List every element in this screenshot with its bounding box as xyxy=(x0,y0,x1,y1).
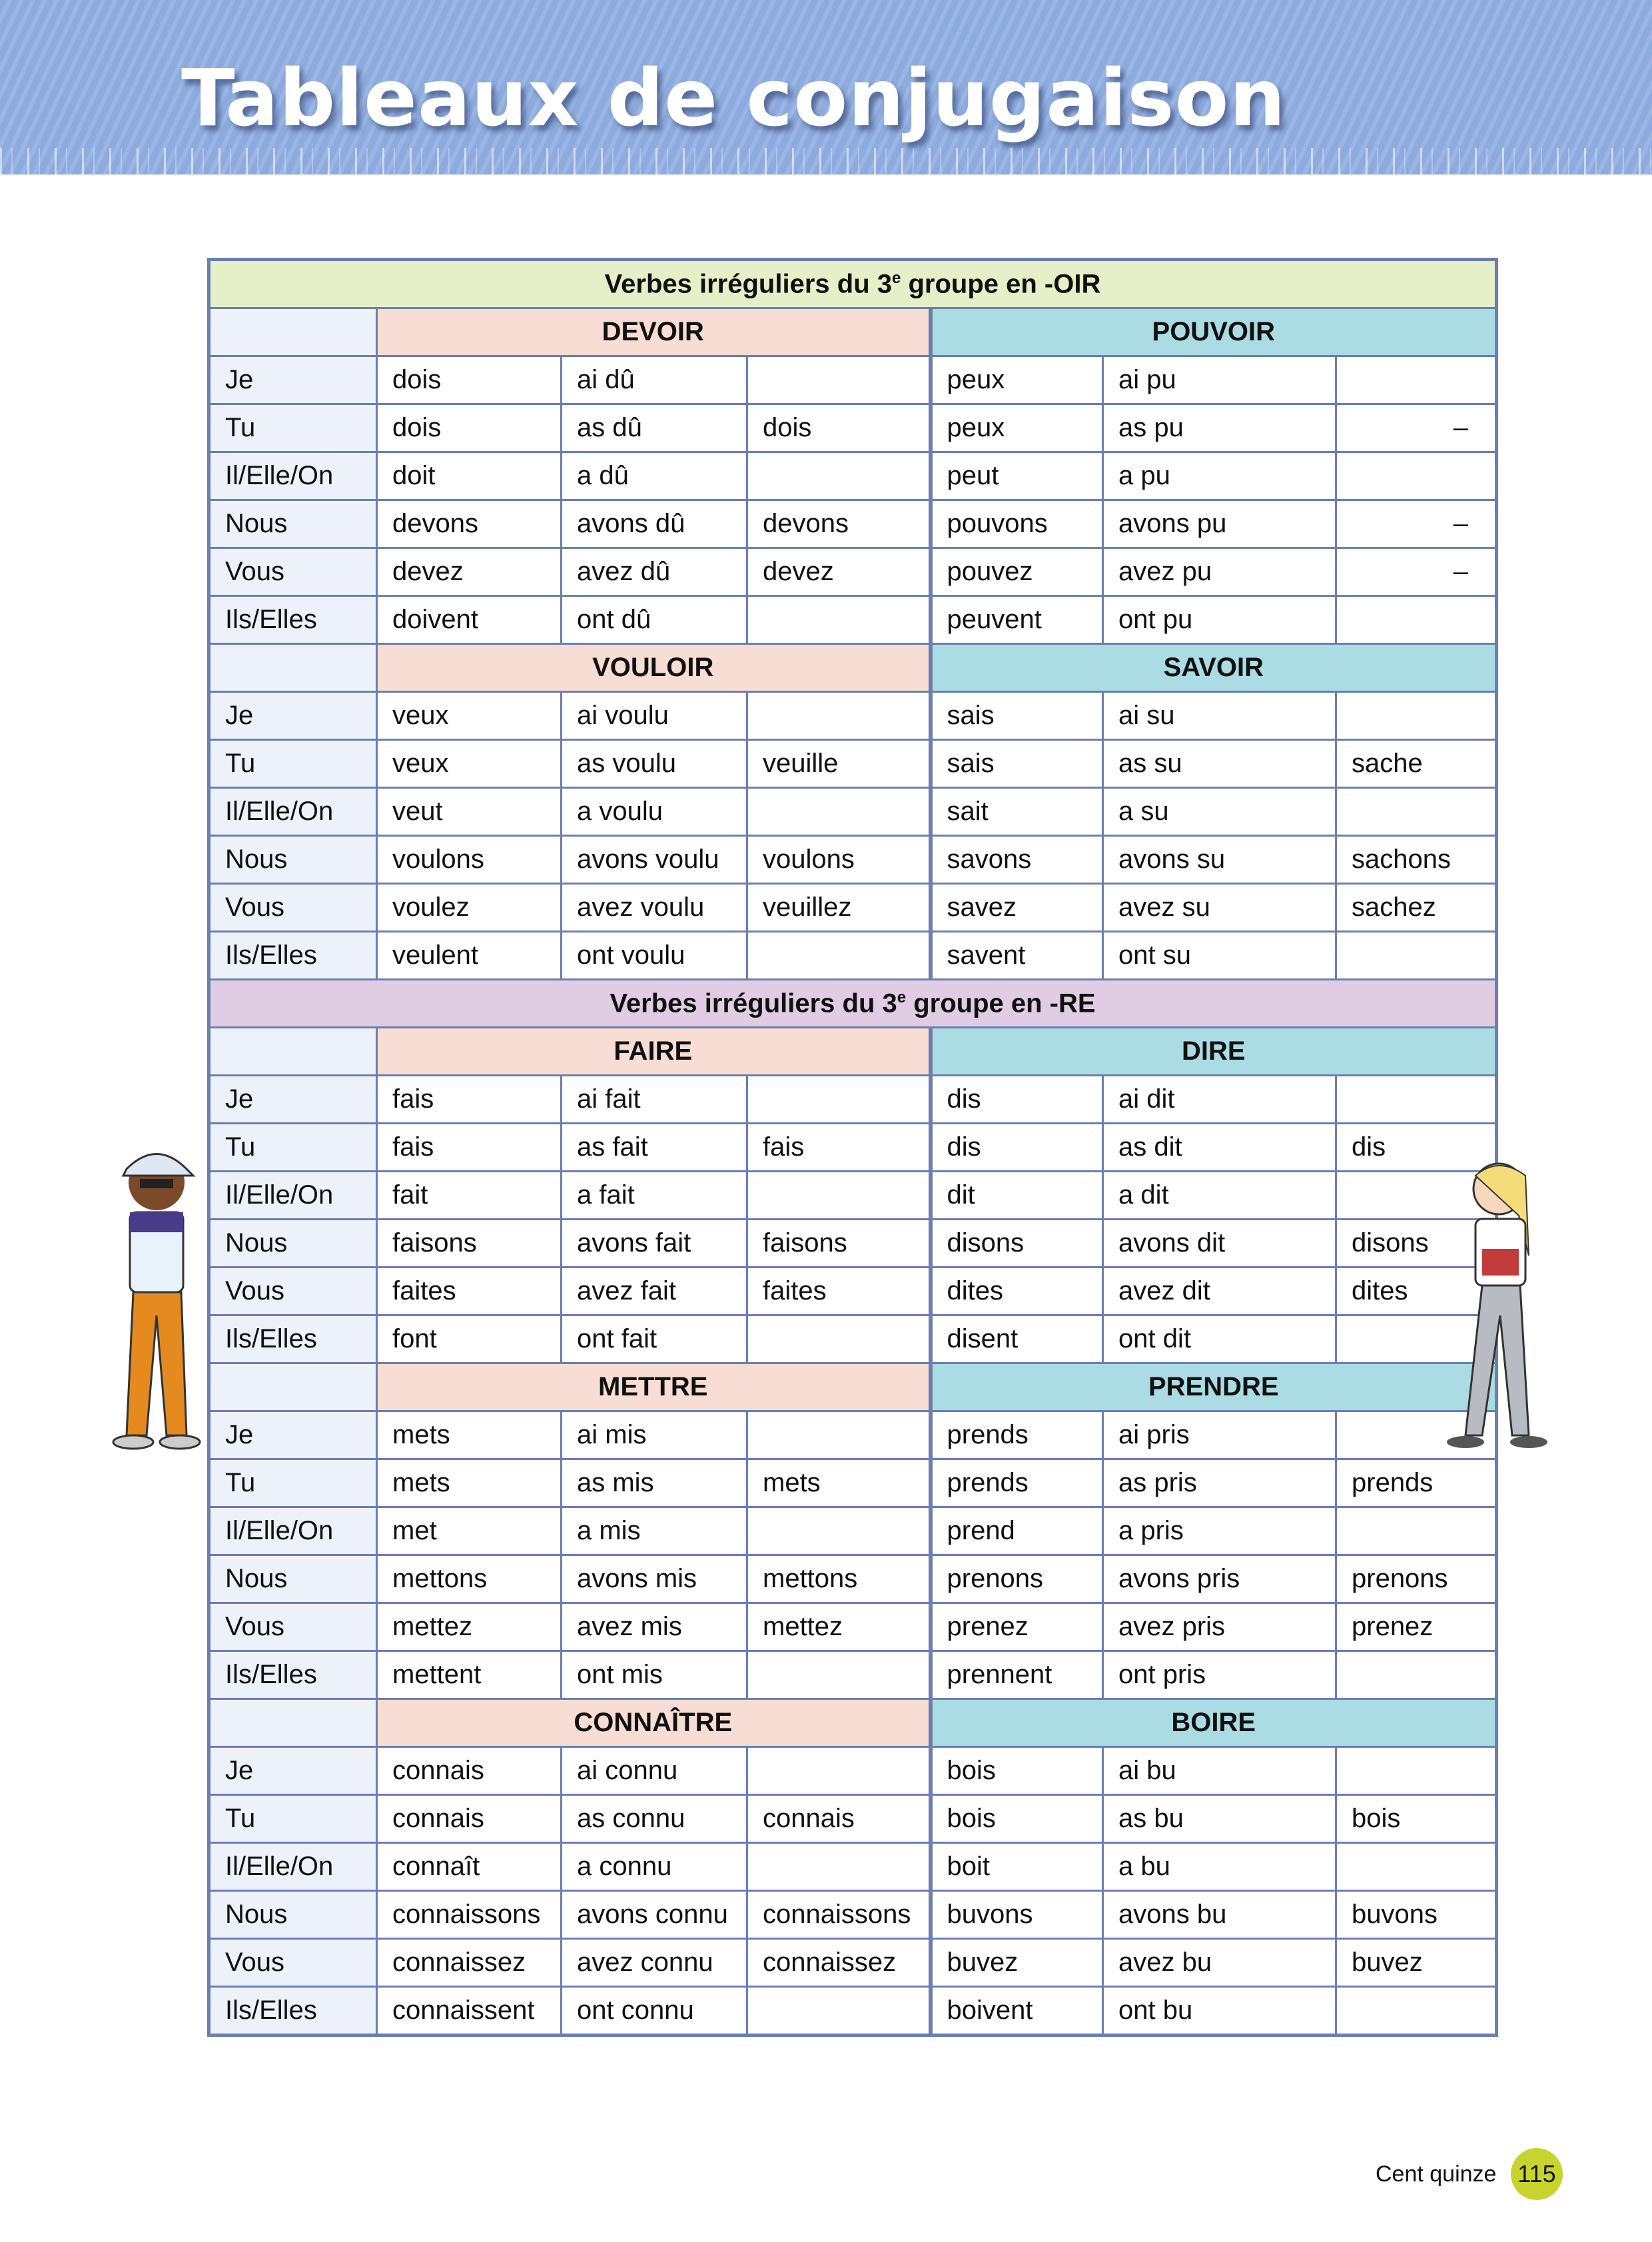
right-passe-compose-cell: ont bu xyxy=(1103,1987,1336,2036)
right-present-cell: boit xyxy=(931,1843,1103,1891)
left-imperatif-cell: mets xyxy=(747,1459,931,1507)
pronoun-cell: Il/Elle/On xyxy=(209,788,377,836)
pronoun-cell: Je xyxy=(209,1076,377,1124)
right-passe-compose-cell: avez su xyxy=(1103,884,1336,932)
left-passe-compose-cell: as connu xyxy=(562,1795,747,1843)
right-imperatif-cell xyxy=(1336,932,1497,980)
right-present-cell: peuvent xyxy=(931,596,1103,644)
left-present-cell: devons xyxy=(377,500,562,548)
left-passe-compose-cell: ai voulu xyxy=(562,692,747,740)
right-imperatif-cell xyxy=(1336,788,1497,836)
conjugation-row xyxy=(209,1795,1497,1843)
left-passe-compose-cell: a fait xyxy=(562,1172,747,1220)
right-present-cell: dis xyxy=(931,1124,1103,1172)
pronoun-header-blank xyxy=(209,1028,377,1076)
right-passe-compose-cell: ai dit xyxy=(1103,1076,1336,1124)
right-passe-compose-cell: ai pu xyxy=(1103,356,1336,404)
left-imperatif-cell xyxy=(747,596,931,644)
left-present-cell: connaissons xyxy=(377,1891,562,1939)
section-title xyxy=(209,980,1497,1028)
left-passe-compose-cell: ont fait xyxy=(562,1315,747,1363)
left-passe-compose-cell: ai dû xyxy=(562,356,747,404)
verb-name-right: SAVOIR xyxy=(931,644,1497,692)
verb-name-right: DIRE xyxy=(931,1028,1497,1076)
right-present-cell: sais xyxy=(931,740,1103,788)
right-passe-compose-cell: ont dit xyxy=(1103,1315,1336,1363)
left-imperatif-cell: devez xyxy=(747,548,931,596)
left-passe-compose-cell: avez fait xyxy=(562,1268,747,1315)
right-imperatif-cell: – xyxy=(1336,548,1497,596)
verb-name-left: FAIRE xyxy=(377,1028,931,1076)
left-imperatif-cell xyxy=(747,1411,931,1459)
left-imperatif-cell xyxy=(747,1843,931,1891)
section-title-text: Verbes irréguliers du 3 xyxy=(604,269,892,299)
pronoun-cell: Il/Elle/On xyxy=(209,1843,377,1891)
left-imperatif-cell xyxy=(747,1747,931,1795)
pronoun-cell: Ils/Elles xyxy=(209,596,377,644)
conjugation-row xyxy=(209,1315,1497,1363)
left-present-cell: faites xyxy=(377,1268,562,1315)
right-imperatif-cell xyxy=(1336,1651,1497,1699)
left-passe-compose-cell: as voulu xyxy=(562,740,747,788)
left-imperatif-cell: veuille xyxy=(747,740,931,788)
pronoun-cell: Ils/Elles xyxy=(209,932,377,980)
left-present-cell: mettons xyxy=(377,1555,562,1603)
conjugation-row xyxy=(209,1076,1497,1124)
left-imperatif-cell xyxy=(747,1987,931,2036)
left-present-cell: voulez xyxy=(377,884,562,932)
section-title-row xyxy=(209,980,1497,1028)
right-passe-compose-cell: avons bu xyxy=(1103,1891,1336,1939)
right-imperatif-cell: buvons xyxy=(1336,1891,1497,1939)
conjugation-row xyxy=(209,1939,1497,1987)
conjugation-row xyxy=(209,932,1497,980)
pronoun-cell: Je xyxy=(209,356,377,404)
left-passe-compose-cell: avez connu xyxy=(562,1939,747,1987)
left-passe-compose-cell: ont mis xyxy=(562,1651,747,1699)
left-present-cell: doit xyxy=(377,452,562,500)
conjugation-row xyxy=(209,836,1497,884)
left-present-cell: connais xyxy=(377,1795,562,1843)
right-passe-compose-cell: as pris xyxy=(1103,1459,1336,1507)
verb-name-left: CONNAÎTRE xyxy=(377,1699,931,1747)
left-imperatif-cell: connaissez xyxy=(747,1939,931,1987)
left-passe-compose-cell: ai mis xyxy=(562,1411,747,1459)
section-title-superscript: e xyxy=(897,988,907,1006)
left-imperatif-cell xyxy=(747,1315,931,1363)
conjugation-row xyxy=(209,740,1497,788)
right-passe-compose-cell: ai bu xyxy=(1103,1747,1336,1795)
left-present-cell: voulons xyxy=(377,836,562,884)
boy-illustration xyxy=(93,1142,220,1462)
right-present-cell: peux xyxy=(931,356,1103,404)
left-passe-compose-cell: avons dû xyxy=(562,500,747,548)
conjugation-row xyxy=(209,788,1497,836)
pronoun-cell: Tu xyxy=(209,404,377,452)
right-passe-compose-cell: a bu xyxy=(1103,1843,1336,1891)
pronoun-header-blank xyxy=(209,1363,377,1411)
left-imperatif-cell: faisons xyxy=(747,1220,931,1268)
left-present-cell: font xyxy=(377,1315,562,1363)
left-passe-compose-cell: as dû xyxy=(562,404,747,452)
right-imperatif-cell: prenez xyxy=(1336,1603,1497,1651)
right-present-cell: bois xyxy=(931,1747,1103,1795)
conjugation-row xyxy=(209,596,1497,644)
left-imperatif-cell xyxy=(747,452,931,500)
right-present-cell: peux xyxy=(931,404,1103,452)
conjugation-row xyxy=(209,1268,1497,1315)
section-title-superscript: e xyxy=(891,268,901,287)
left-present-cell: connaissez xyxy=(377,1939,562,1987)
verb-header-row xyxy=(209,308,1497,356)
right-present-cell: bois xyxy=(931,1795,1103,1843)
pronoun-cell: Nous xyxy=(209,1891,377,1939)
conjugation-row xyxy=(209,1411,1497,1459)
section-title-suffix: groupe en -RE xyxy=(906,988,1096,1018)
left-imperatif-cell: fais xyxy=(747,1124,931,1172)
right-passe-compose-cell: avons pris xyxy=(1103,1555,1336,1603)
left-present-cell: mets xyxy=(377,1459,562,1507)
right-passe-compose-cell: ont pu xyxy=(1103,596,1336,644)
left-present-cell: mettent xyxy=(377,1651,562,1699)
left-passe-compose-cell: avez mis xyxy=(562,1603,747,1651)
right-imperatif-cell: prenons xyxy=(1336,1555,1497,1603)
conjugation-row xyxy=(209,1220,1497,1268)
left-passe-compose-cell: ont dû xyxy=(562,596,747,644)
page-number-words: Cent quinze xyxy=(1376,2161,1497,2187)
right-imperatif-cell xyxy=(1336,596,1497,644)
conjugation-row xyxy=(209,1843,1497,1891)
left-imperatif-cell: mettons xyxy=(747,1555,931,1603)
left-present-cell: veulent xyxy=(377,932,562,980)
left-imperatif-cell: dois xyxy=(747,404,931,452)
left-present-cell: fais xyxy=(377,1076,562,1124)
verb-header-row xyxy=(209,1699,1497,1747)
right-passe-compose-cell: as bu xyxy=(1103,1795,1336,1843)
pronoun-cell: Tu xyxy=(209,1459,377,1507)
right-present-cell: disent xyxy=(931,1315,1103,1363)
pronoun-cell: Vous xyxy=(209,1268,377,1315)
right-imperatif-cell: – xyxy=(1336,404,1497,452)
pronoun-cell: Vous xyxy=(209,548,377,596)
left-imperatif-cell xyxy=(747,1076,931,1124)
right-passe-compose-cell: a dit xyxy=(1103,1172,1336,1220)
verb-name-right: POUVOIR xyxy=(931,308,1497,356)
pronoun-header-blank xyxy=(209,644,377,692)
verb-header-row xyxy=(209,1363,1497,1411)
left-imperatif-cell xyxy=(747,1172,931,1220)
conjugation-row xyxy=(209,1747,1497,1795)
right-present-cell: prennent xyxy=(931,1651,1103,1699)
pronoun-header-blank xyxy=(209,308,377,356)
right-imperatif-cell xyxy=(1336,1507,1497,1555)
left-present-cell: met xyxy=(377,1507,562,1555)
pronoun-cell: Je xyxy=(209,692,377,740)
verb-name-left: METTRE xyxy=(377,1363,931,1411)
conjugation-row xyxy=(209,884,1497,932)
pronoun-header-blank xyxy=(209,1699,377,1747)
right-present-cell: savez xyxy=(931,884,1103,932)
pronoun-cell: Nous xyxy=(209,500,377,548)
verb-name-right: BOIRE xyxy=(931,1699,1497,1747)
right-present-cell: prenez xyxy=(931,1603,1103,1651)
verb-name-left: VOULOIR xyxy=(377,644,931,692)
conjugation-row xyxy=(209,692,1497,740)
left-passe-compose-cell: a dû xyxy=(562,452,747,500)
pronoun-cell: Vous xyxy=(209,1603,377,1651)
left-passe-compose-cell: as fait xyxy=(562,1124,747,1172)
page-number-badge: 115 xyxy=(1511,2148,1563,2200)
left-present-cell: dois xyxy=(377,356,562,404)
left-imperatif-cell xyxy=(747,788,931,836)
left-imperatif-cell xyxy=(747,1507,931,1555)
left-imperatif-cell: devons xyxy=(747,500,931,548)
conjugation-row xyxy=(209,500,1497,548)
section-title-text: Verbes irréguliers du 3 xyxy=(610,988,897,1018)
right-present-cell: prenons xyxy=(931,1555,1103,1603)
right-passe-compose-cell: a pris xyxy=(1103,1507,1336,1555)
conjugation-row xyxy=(209,452,1497,500)
pronoun-cell: Tu xyxy=(209,1795,377,1843)
left-present-cell: faisons xyxy=(377,1220,562,1268)
left-passe-compose-cell: avons connu xyxy=(562,1891,747,1939)
left-imperatif-cell xyxy=(747,692,931,740)
left-imperatif-cell: mettez xyxy=(747,1603,931,1651)
right-imperatif-cell: sachons xyxy=(1336,836,1497,884)
left-passe-compose-cell: avons fait xyxy=(562,1220,747,1268)
right-present-cell: dit xyxy=(931,1172,1103,1220)
verb-name-right: PRENDRE xyxy=(931,1363,1497,1411)
left-imperatif-cell: connais xyxy=(747,1795,931,1843)
girl-illustration xyxy=(1419,1156,1579,1462)
right-present-cell: pouvez xyxy=(931,548,1103,596)
page-title: Tableaux de conjugaison xyxy=(181,52,1286,144)
right-imperatif-cell xyxy=(1336,1747,1497,1795)
right-imperatif-cell xyxy=(1336,356,1497,404)
right-imperatif-cell: buvez xyxy=(1336,1939,1497,1987)
right-passe-compose-cell: avons su xyxy=(1103,836,1336,884)
right-passe-compose-cell: as su xyxy=(1103,740,1336,788)
verb-header-row xyxy=(209,1028,1497,1076)
left-passe-compose-cell: a mis xyxy=(562,1507,747,1555)
pronoun-cell: Tu xyxy=(209,740,377,788)
right-present-cell: pouvons xyxy=(931,500,1103,548)
right-imperatif-cell xyxy=(1336,1987,1497,2036)
pronoun-cell: Il/Elle/On xyxy=(209,1507,377,1555)
pronoun-cell: Je xyxy=(209,1411,377,1459)
left-present-cell: fait xyxy=(377,1172,562,1220)
right-imperatif-cell: – xyxy=(1336,500,1497,548)
left-passe-compose-cell: a voulu xyxy=(562,788,747,836)
pronoun-cell: Vous xyxy=(209,884,377,932)
left-passe-compose-cell: as mis xyxy=(562,1459,747,1507)
conjugation-row xyxy=(209,1603,1497,1651)
right-passe-compose-cell: as dit xyxy=(1103,1124,1336,1172)
left-present-cell: veut xyxy=(377,788,562,836)
right-passe-compose-cell: a su xyxy=(1103,788,1336,836)
left-present-cell: dois xyxy=(377,404,562,452)
right-present-cell: disons xyxy=(931,1220,1103,1268)
pronoun-cell: Vous xyxy=(209,1939,377,1987)
right-present-cell: dis xyxy=(931,1076,1103,1124)
pronoun-cell: Ils/Elles xyxy=(209,1987,377,2036)
header-banner xyxy=(0,0,1652,175)
right-present-cell: savent xyxy=(931,932,1103,980)
conjugation-row xyxy=(209,548,1497,596)
conjugation-row xyxy=(209,1651,1497,1699)
section-title-suffix: groupe en -OIR xyxy=(901,269,1101,299)
left-present-cell: connaît xyxy=(377,1843,562,1891)
conjugation-row xyxy=(209,1172,1497,1220)
right-imperatif-cell: prends xyxy=(1336,1459,1497,1507)
left-present-cell: mettez xyxy=(377,1603,562,1651)
left-imperatif-cell: voulons xyxy=(747,836,931,884)
left-passe-compose-cell: ai connu xyxy=(562,1747,747,1795)
left-passe-compose-cell: ai fait xyxy=(562,1076,747,1124)
conjugation-row xyxy=(209,356,1497,404)
left-imperatif-cell: faites xyxy=(747,1268,931,1315)
right-imperatif-cell: dites xyxy=(1336,1268,1497,1315)
right-present-cell: buvez xyxy=(931,1939,1103,1987)
right-imperatif-cell: sache xyxy=(1336,740,1497,788)
pronoun-cell: Tu xyxy=(209,1124,377,1172)
right-passe-compose-cell: as pu xyxy=(1103,404,1336,452)
conjugation-row xyxy=(209,1891,1497,1939)
conjugation-table xyxy=(207,258,1498,2037)
right-passe-compose-cell: ai pris xyxy=(1103,1411,1336,1459)
pronoun-cell: Il/Elle/On xyxy=(209,1172,377,1220)
right-imperatif-cell xyxy=(1336,1076,1497,1124)
right-imperatif-cell: disons xyxy=(1336,1220,1497,1268)
right-present-cell: prend xyxy=(931,1507,1103,1555)
left-imperatif-cell xyxy=(747,1651,931,1699)
left-passe-compose-cell: avez dû xyxy=(562,548,747,596)
right-passe-compose-cell: avez dit xyxy=(1103,1268,1336,1315)
pronoun-cell: Nous xyxy=(209,1555,377,1603)
right-present-cell: savons xyxy=(931,836,1103,884)
verb-header-row xyxy=(209,644,1497,692)
pronoun-cell: Nous xyxy=(209,1220,377,1268)
right-present-cell: sais xyxy=(931,692,1103,740)
right-passe-compose-cell: avez pu xyxy=(1103,548,1336,596)
right-imperatif-cell: sachez xyxy=(1336,884,1497,932)
left-present-cell: doivent xyxy=(377,596,562,644)
left-present-cell: connaissent xyxy=(377,1987,562,2036)
right-present-cell: peut xyxy=(931,452,1103,500)
right-passe-compose-cell: a pu xyxy=(1103,452,1336,500)
conjugation-row xyxy=(209,1124,1497,1172)
right-present-cell: prends xyxy=(931,1411,1103,1459)
left-imperatif-cell: veuillez xyxy=(747,884,931,932)
section-title xyxy=(209,260,1497,308)
left-present-cell: mets xyxy=(377,1411,562,1459)
conjugation-row xyxy=(209,1507,1497,1555)
section-title-row xyxy=(209,260,1497,308)
left-present-cell: veux xyxy=(377,692,562,740)
right-passe-compose-cell: ai su xyxy=(1103,692,1336,740)
left-passe-compose-cell: avez voulu xyxy=(562,884,747,932)
left-present-cell: veux xyxy=(377,740,562,788)
left-present-cell: connais xyxy=(377,1747,562,1795)
pronoun-cell: Ils/Elles xyxy=(209,1315,377,1363)
pronoun-cell: Ils/Elles xyxy=(209,1651,377,1699)
verb-name-left: DEVOIR xyxy=(377,308,931,356)
right-present-cell: buvons xyxy=(931,1891,1103,1939)
right-passe-compose-cell: avons dit xyxy=(1103,1220,1336,1268)
pronoun-cell: Il/Elle/On xyxy=(209,452,377,500)
right-imperatif-cell: bois xyxy=(1336,1795,1497,1843)
left-present-cell: fais xyxy=(377,1124,562,1172)
right-passe-compose-cell: ont su xyxy=(1103,932,1336,980)
right-imperatif-cell xyxy=(1336,692,1497,740)
left-passe-compose-cell: avons voulu xyxy=(562,836,747,884)
left-passe-compose-cell: avons mis xyxy=(562,1555,747,1603)
left-passe-compose-cell: ont voulu xyxy=(562,932,747,980)
right-present-cell: sait xyxy=(931,788,1103,836)
left-imperatif-cell xyxy=(747,356,931,404)
right-imperatif-cell xyxy=(1336,452,1497,500)
right-passe-compose-cell: avons pu xyxy=(1103,500,1336,548)
conjugation-row xyxy=(209,1987,1497,2036)
right-present-cell: dites xyxy=(931,1268,1103,1315)
right-passe-compose-cell: avez bu xyxy=(1103,1939,1336,1987)
left-passe-compose-cell: a connu xyxy=(562,1843,747,1891)
right-passe-compose-cell: avez pris xyxy=(1103,1603,1336,1651)
right-present-cell: boivent xyxy=(931,1987,1103,2036)
right-imperatif-cell: dis xyxy=(1336,1124,1497,1172)
right-present-cell: prends xyxy=(931,1459,1103,1507)
conjugation-row xyxy=(209,404,1497,452)
right-imperatif-cell xyxy=(1336,1843,1497,1891)
left-imperatif-cell: connaissons xyxy=(747,1891,931,1939)
pronoun-cell: Nous xyxy=(209,836,377,884)
left-imperatif-cell xyxy=(747,932,931,980)
right-passe-compose-cell: ont pris xyxy=(1103,1651,1336,1699)
left-present-cell: devez xyxy=(377,548,562,596)
left-passe-compose-cell: ont connu xyxy=(562,1987,747,2036)
pronoun-cell: Je xyxy=(209,1747,377,1795)
conjugation-row xyxy=(209,1555,1497,1603)
conjugation-row xyxy=(209,1459,1497,1507)
